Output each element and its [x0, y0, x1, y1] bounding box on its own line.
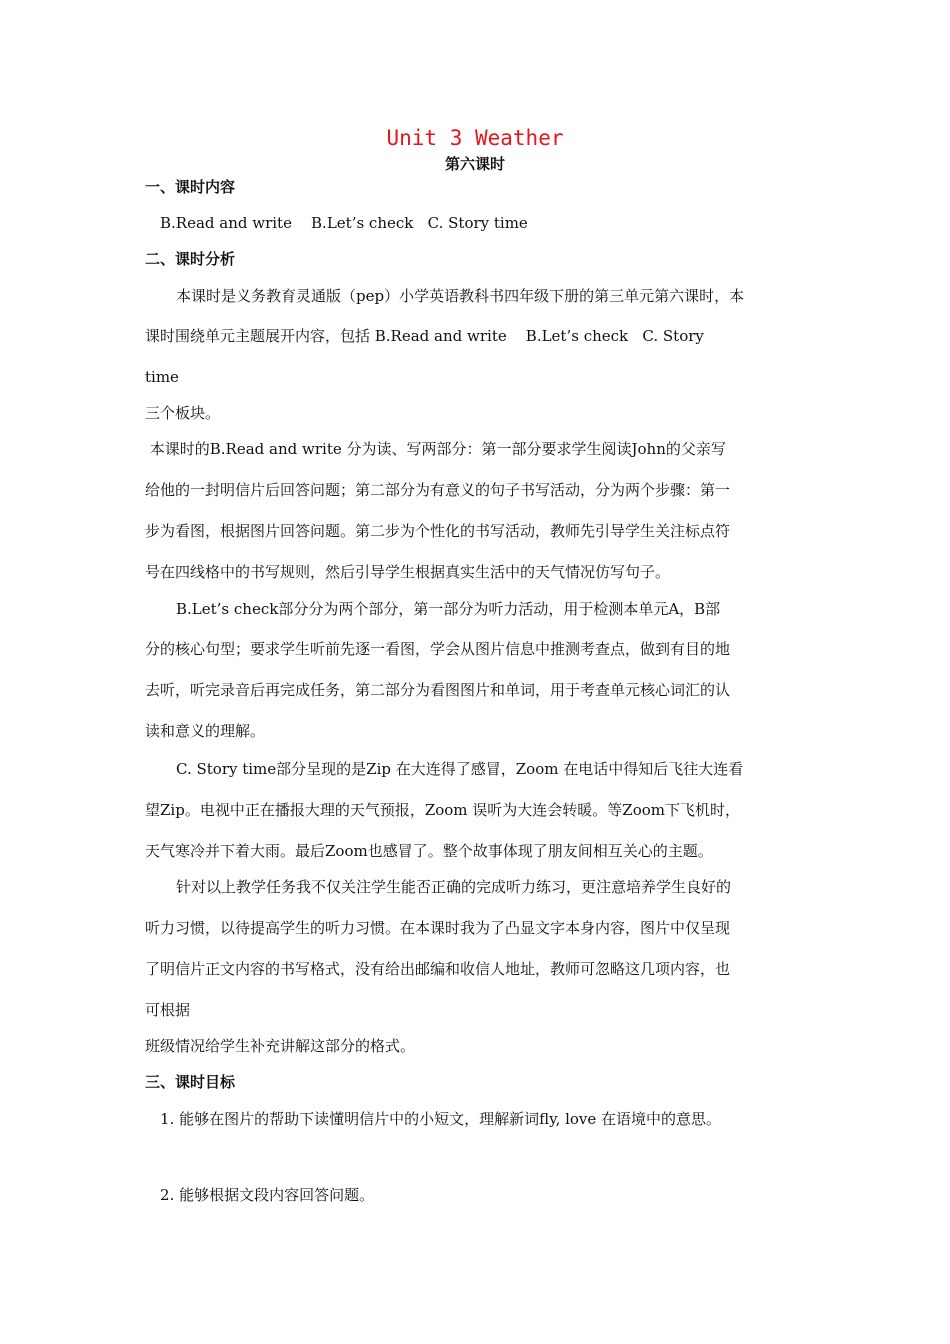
- page-title: Unit 3 Weather: [386, 126, 564, 150]
- paragraph-line: 分的核心句型；要求学生听前先逐一看图，学会从图片信息中推测考查点，做到有目的地: [145, 640, 731, 658]
- paragraph-line: 号在四线格中的书写规则，然后引导学生根据真实生活中的天气情况仿写句子。: [145, 563, 671, 581]
- paragraph-line: 了明信片正文内容的书写格式，没有给出邮编和收信人地址，教师可忽略这几项内容，也: [145, 960, 731, 978]
- paragraph-line: 班级情况给学生补充讲解这部分的格式。: [145, 1037, 416, 1055]
- lesson-parts: B.Read and write B.Let’s check C. Story time: [160, 214, 528, 232]
- paragraph-line: time: [145, 368, 179, 386]
- paragraph-line: 可根据: [145, 1001, 191, 1019]
- section-heading-goals: 三、课时目标: [145, 1073, 236, 1091]
- section-heading-analysis: 二、课时分析: [145, 250, 236, 268]
- paragraph-line: B.Let’s check部分分为两个部分，第一部分为听力活动，用于检测本单元A，B部: [176, 600, 721, 618]
- paragraph-line: 听力习惯，以待提高学生的听力习惯。在本课时我为了凸显文字本身内容，图片中仅呈现: [145, 919, 731, 937]
- section-heading-content: 一、课时内容: [145, 178, 236, 196]
- paragraph-line: 天气寒冷并下着大雨。最后Zoom也感冒了。整个故事体现了朋友间相互关心的主题。: [145, 842, 713, 860]
- paragraph-line: 针对以上教学任务我不仅关注学生能否正确的完成听力练习，更注意培养学生良好的: [176, 878, 732, 896]
- goal-item: 1. 能够在图片的帮助下读懂明信片中的小短文，理解新词fly, love 在语境中的意思。: [160, 1110, 722, 1128]
- paragraph-line: 读和意义的理解。: [145, 722, 266, 740]
- paragraph-line: 步为看图，根据图片回答问题。第二步为个性化的书写活动，教师先引导学生关注标点符: [145, 522, 731, 540]
- paragraph-line: 三个板块。: [145, 404, 221, 422]
- paragraph-line: 给他的一封明信片后回答问题；第二部分为有意义的句子书写活动，分为两个步骤：第一: [145, 481, 731, 499]
- paragraph-line: 望Zip。电视中正在播报大理的天气预报，Zoom 误听为大连会转暖。等Zoom下飞机时，: [145, 801, 741, 819]
- paragraph-line: 课时围绕单元主题展开内容，包括 B.Read and write B.Let’s check C. Story: [145, 327, 704, 345]
- lesson-subtitle: 第六课时: [444, 155, 505, 173]
- paragraph-line: 本课时的B.Read and write 分为读、写两部分：第一部分要求学生阅读John的父亲写: [145, 440, 726, 458]
- paragraph-line: 本课时是义务教育灵通版（pep）小学英语教科书四年级下册的第三单元第六课时，本: [176, 287, 745, 305]
- paragraph-line: 去听，听完录音后再完成任务，第二部分为看图图片和单词，用于考查单元核心词汇的认: [145, 681, 731, 699]
- goal-item: 2. 能够根据文段内容回答问题。: [160, 1186, 375, 1204]
- paragraph-line: C. Story time部分呈现的是Zip 在大连得了感冒，Zoom 在电话中得知后飞往大连看: [176, 760, 744, 778]
